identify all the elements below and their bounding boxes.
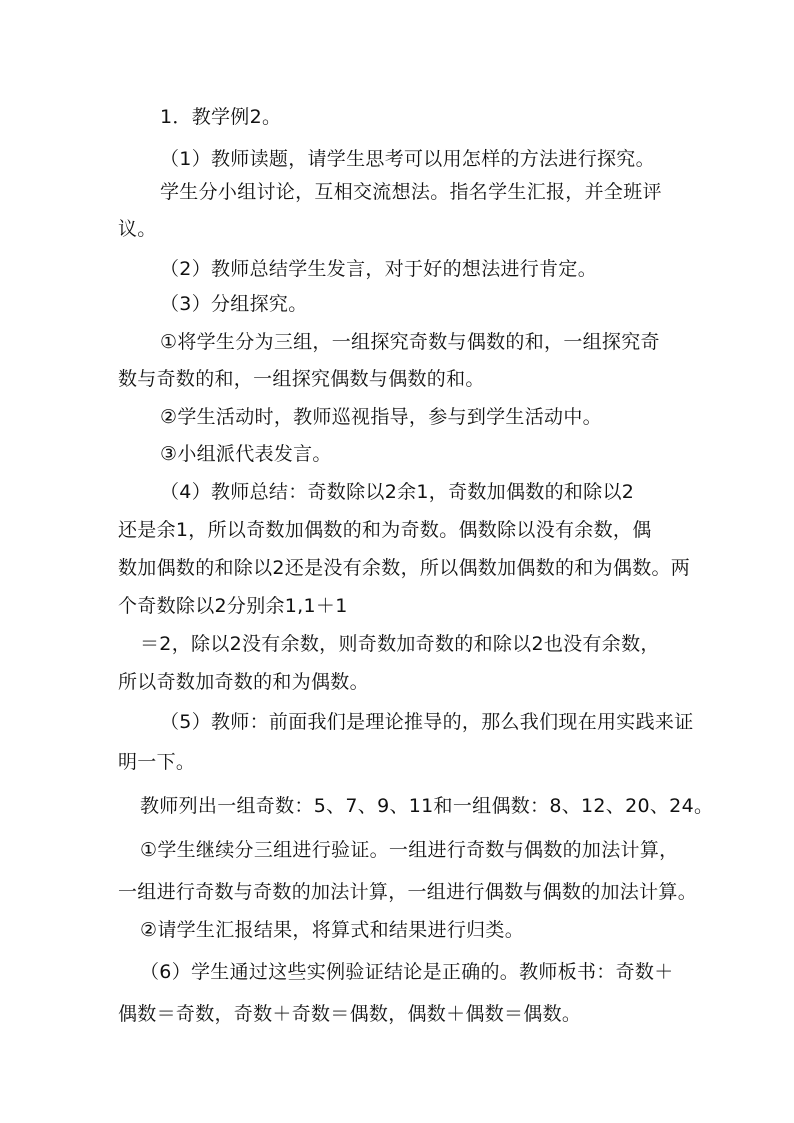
text-line: ②学生活动时，教师巡视指导，参与到学生活动中。	[160, 406, 602, 428]
text-line: （5）教师：前面我们是理论推导的，那么我们现在用实践来证	[160, 711, 694, 733]
text-line: 议。	[118, 218, 157, 240]
text-line: 个奇数除以2分别余1,1＋1	[118, 595, 348, 617]
text-line: 1．教学例2。	[160, 106, 282, 128]
text-line: 偶数＝奇数，奇数＋奇数＝偶数，偶数＋偶数＝偶数。	[118, 1003, 582, 1025]
text-line: 明一下。	[118, 751, 196, 773]
text-line: ②请学生汇报结果，将算式和结果进行归类。	[140, 919, 525, 941]
text-line: 教师列出一组奇数：5、7、9、11和一组偶数：8、12、20、24。	[140, 795, 714, 817]
text-line: ①将学生分为三组，一组探究奇数与偶数的和，一组探究奇	[160, 331, 660, 353]
text-line: （2）教师总结学生发言，对于好的想法进行肯定。	[160, 258, 597, 280]
text-line: 一组进行奇数与奇数的加法计算，一组进行偶数与偶数的加法计算。	[118, 881, 698, 903]
text-line: 所以奇数加奇数的和为偶数。	[118, 671, 369, 693]
text-line: 学生分小组讨论，互相交流想法。指名学生汇报，并全班评	[160, 181, 662, 203]
text-line: 还是余1，所以奇数加偶数的和为奇数。偶数除以没有余数，偶	[118, 519, 652, 541]
text-line: （4）教师总结：奇数除以2余1，奇数加偶数的和除以2	[160, 481, 635, 503]
text-line: 数与奇数的和，一组探究偶数与偶数的和。	[118, 368, 485, 390]
text-line: （3）分组探究。	[160, 293, 308, 315]
text-line: ③小组派代表发言。	[160, 443, 332, 465]
text-line: 数加偶数的和除以2还是没有余数，所以偶数加偶数的和为偶数。两	[118, 557, 691, 579]
text-line: （6）学生通过这些实例验证结论是正确的。教师板书：奇数＋	[140, 961, 674, 983]
text-line: ①学生继续分三组进行验证。一组进行奇数与偶数的加法计算，	[140, 839, 679, 861]
text-line: （1）教师读题，请学生思考可以用怎样的方法进行探究。	[160, 148, 655, 170]
text-line: ＝2，除以2没有余数，则奇数加奇数的和除以2也没有余数，	[140, 633, 660, 655]
